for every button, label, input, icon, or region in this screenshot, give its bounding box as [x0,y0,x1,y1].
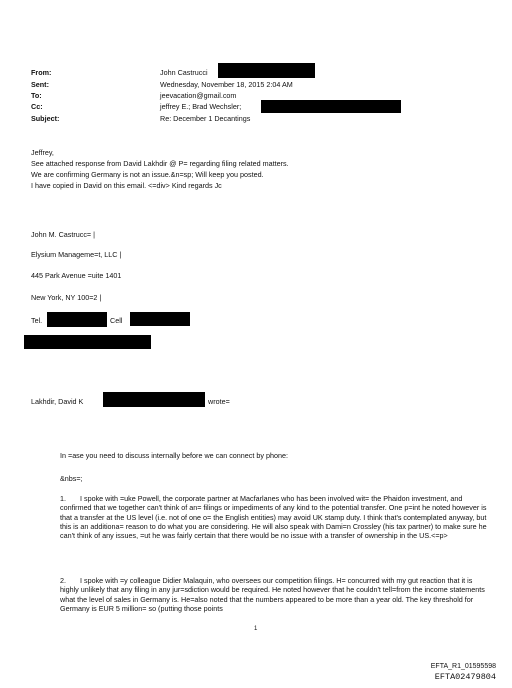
tel-label: Tel. [31,316,43,325]
subject-label: Subject: [31,114,60,123]
from-label: From: [31,68,52,77]
signature-address: 445 Park Avenue =uite 1401 [31,271,122,280]
redaction-cc [261,100,401,113]
from-value: John Castrucci [160,68,208,77]
quoted-nbsp: &nbs=; [60,474,83,483]
body-line-1: See attached response from David Lakhdir @ P= regarding filing related matters. [31,159,289,168]
redaction-from [218,63,315,78]
item-1-number: 1. [60,494,66,503]
footer-ref-2: EFTA02479804 [434,672,496,682]
quoted-author: Lakhdir, David K [31,397,84,406]
sent-label: Sent: [31,80,49,89]
signature-company: Elysium Manageme=t, LLC | [31,250,122,259]
item-1-text: I spoke with =uke Powell, the corporate partner at Macfarlanes who has been involved wit= the Phaidon investment, and confirmed that we together can't think of an= filings or impediments of any kind to the potential transfer. One p=int he noted however is that a transfer at the US level (i.e. not of one o= the English entities) may avoid UK stamp duty. I think that's contemplated anyway, but this is an additiona= reason to do what you are considering. He will also speak with Dami=n Crossley (his tax partner) to make sure he can't think of any issues, =ut he was fairly certain that there would be no issue with a transfer of ownership in the US.<=p> [60,494,487,541]
item-2-text: I spoke with =y colleague Didier Malaquin, who oversees our competition filings. H= concurred with my gut reaction that it is highly unlikely that any filing in any jur=sdiction would be required. He noted however that he couldn't tell=from the income statements what the level of sales in Germany is. He=also noted that the numbers appeared to be more than a year old. The key threshold for Germany is EUR 5 million= so (putting those points [60,576,485,614]
cell-label: Cell [110,316,123,325]
sent-value: Wednesday, November 18, 2015 2:04 AM [160,80,293,89]
footer-ref-1: EFTA_R1_01595598 [430,663,496,670]
quoted-wrote: wrote= [208,397,230,406]
signature-name: John M. Castrucc= | [31,230,95,239]
signature-city: New York, NY 100=2 | [31,293,102,302]
cc-label: Cc: [31,102,43,111]
body-line-3: I have copied in David on this email. <=div> Kind regards Jc [31,181,222,190]
redaction-author [103,392,205,407]
to-value: jeevacation@gmail.com [160,91,237,100]
body-line-2: We are confirming Germany is not an issue.&n=sp; Will keep you posted. [31,170,264,179]
redaction-tel [47,312,107,327]
to-label: To: [31,91,42,100]
subject-value: Re: December 1 Decantings [160,114,251,123]
redaction-cell [130,312,190,326]
item-2-number: 2. [60,576,66,585]
cc-value: jeffrey E.; Brad Wechsler; [160,102,242,111]
page-number: 1 [254,626,258,632]
greeting: Jeffrey, [31,148,54,157]
quoted-intro: In =ase you need to discuss internally before we can connect by phone: [60,451,288,460]
redaction-signature-line [24,335,151,349]
